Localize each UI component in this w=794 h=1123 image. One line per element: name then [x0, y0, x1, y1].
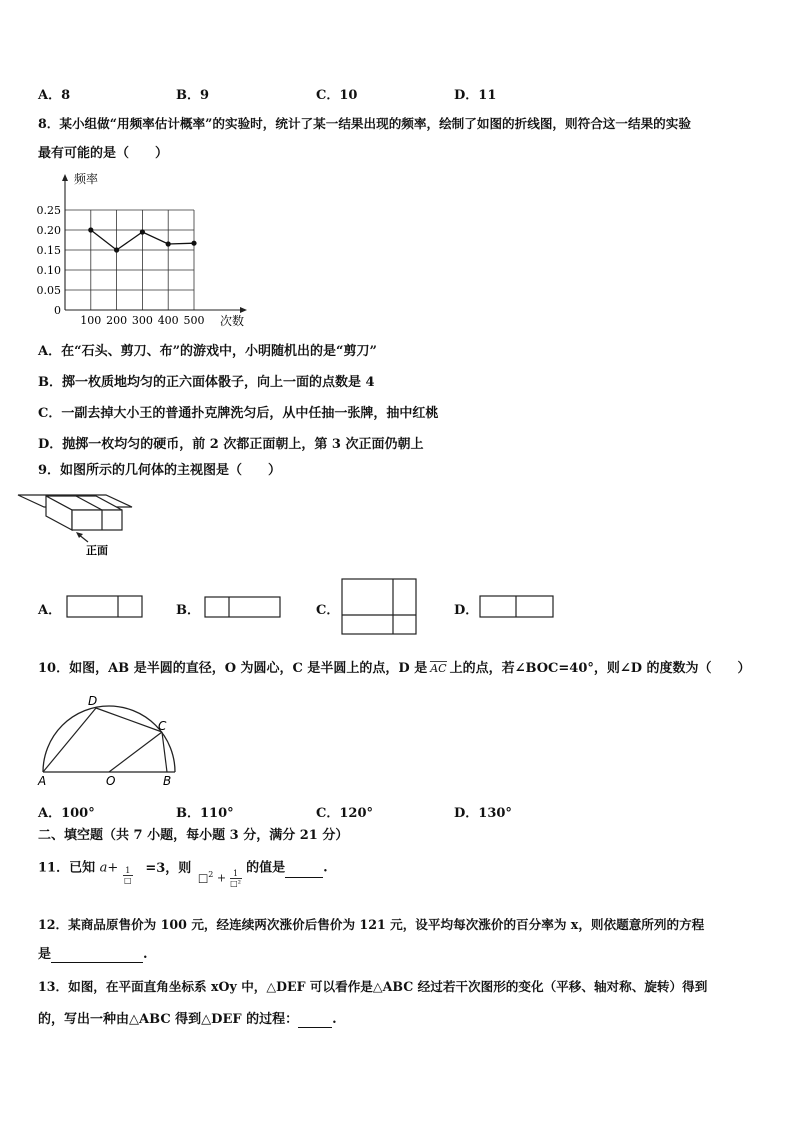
q9-stem: 9．如图所示的几何体的主视图是（ ）: [38, 463, 282, 478]
q10-option-a: A．100°: [38, 806, 95, 821]
chart-point: [166, 241, 171, 246]
q13-line2-end: .: [332, 1012, 337, 1027]
q9-option-d-figure: [479, 595, 559, 619]
q10-option-b: B．110°: [176, 806, 234, 821]
chart-point: [191, 241, 196, 246]
q9-option-c: C．: [316, 603, 340, 618]
q11-frac-den: □: [124, 875, 132, 885]
q7-option-d: D．11: [454, 88, 497, 103]
q11-suffix: 的值是: [246, 860, 286, 876]
chart-x-tick-label: 400: [157, 314, 179, 327]
chart-y-tick-label: 0: [54, 304, 61, 317]
chart-x-tick-label: 100: [80, 314, 102, 327]
q11-sup2: 2: [208, 870, 214, 879]
section2-title: 二、填空题（共 7 小题，每小题 3 分，满分 21 分）: [38, 828, 349, 843]
chart-x-axis-arrow: [240, 307, 247, 313]
q11-frac2: [230, 869, 242, 888]
q9-option-a: A．: [38, 603, 62, 618]
chart-y-tick-label: 0.10: [36, 264, 61, 277]
q10-stem-part-a: 10．如图，AB 是半圆的直径，O 为圆心，C 是半圆上的点，D 是: [38, 661, 428, 676]
q8-option-a: A．在“石头、剪刀、布”的游戏中，小明随机出的是“剪刀”: [38, 344, 377, 359]
q10-arc-label: AC: [430, 662, 447, 675]
q8-option-b: B．掷一枚质地均匀的正六面体骰子，向上一面的点数是 4: [38, 375, 375, 390]
q12-line2-prefix: 是: [38, 947, 52, 962]
chart-y-axis-arrow: [62, 174, 68, 181]
chart-ylabel: 频率: [74, 172, 99, 186]
chart-y-tick-label: 0.05: [36, 284, 61, 297]
q11-expr-a: □: [197, 871, 209, 885]
q8-stem-line2: 最有可能的是（ ）: [38, 146, 169, 161]
q8-option-c: C．一副去掉大小王的普通扑克牌洗匀后，从中任抽一张牌，抽中红桃: [38, 406, 439, 421]
q11-plus: +: [216, 871, 227, 885]
q11-a: a+: [99, 860, 119, 876]
q10-label-o: O: [106, 774, 116, 788]
q13-answer-blank[interactable]: [298, 1014, 332, 1028]
q12-line1: 12．某商品原售价为 100 元，经连续两次涨价后售价为 121 元，设平均每次涨价的百分率为 x，则依题意所列的方程: [38, 917, 705, 932]
q11-frac2-den: □²: [230, 879, 241, 889]
q7-option-b: B．9: [176, 88, 210, 103]
chart-y-tick-label: 0.25: [36, 204, 61, 217]
q10-option-c: C．120°: [316, 806, 373, 821]
q10-stem: [38, 661, 751, 677]
q9-option-b: B．: [176, 603, 200, 618]
q12-line2: [38, 947, 148, 963]
q11-stem: [38, 857, 328, 889]
q10-label-a: A: [38, 774, 47, 788]
q11-frac: [123, 866, 133, 885]
q11-frac-num: 1: [123, 866, 133, 876]
q10-label-b: B: [163, 774, 172, 788]
q12-answer-blank[interactable]: [51, 949, 143, 963]
chart-x-tick-label: 500: [183, 314, 205, 327]
q10-stem-part-b: 上的点，若∠BOC=40°，则∠D 的度数为（ ）: [449, 661, 751, 676]
chart-y-tick-label: 0.20: [36, 224, 61, 237]
q8-option-d: D．抛掷一枚均匀的硬币，前 2 次都正面朝上，第 3 次正面仍朝上: [38, 437, 424, 452]
q9-option-c-figure: [341, 578, 421, 638]
chart-y-tick-label: 0.15: [36, 244, 61, 257]
q8-stem-line1: 8．某小组做“用频率估计概率”的实验时，统计了某一结果出现的频率，绘制了如图的折线图，则符合这一结果的实验: [38, 116, 691, 131]
q10-label-d: D: [88, 694, 98, 708]
chart-point: [88, 227, 93, 232]
q9-option-d: D．: [454, 603, 479, 618]
chart-point: [140, 229, 145, 234]
q11-eq: =3，则: [145, 860, 192, 876]
q11-frac2-num: 1: [230, 869, 242, 879]
chart-x-tick-label: 200: [106, 314, 128, 327]
q9-option-a-figure: [66, 595, 146, 619]
q9-front-label: 正面: [86, 544, 108, 557]
q13-line2-prefix: 的，写出一种由△ABC 得到△DEF 的过程：: [38, 1012, 299, 1027]
chart-x-tick-label: 300: [131, 314, 153, 327]
q11-end: .: [323, 860, 328, 876]
q10-label-c: C: [158, 719, 167, 733]
chart-xlabel: 次数: [220, 314, 245, 328]
q8-frequency-chart: [30, 172, 260, 332]
q7-option-c: C．10: [316, 88, 358, 103]
q13-line1: 13．如图，在平面直角坐标系 xOy 中，△DEF 可以看作是△ABC 经过若干次图形的变化（平移、轴对称、旋转）得到: [38, 979, 708, 994]
q10-option-d: D．130°: [454, 806, 512, 821]
q11-expr: [198, 867, 242, 888]
q9-solid-figure: [40, 490, 140, 560]
q10-semicircle-figure: [36, 694, 186, 789]
q7-option-a: A．8: [38, 88, 71, 103]
q13-line2: [38, 1012, 337, 1028]
chart-point: [114, 247, 119, 252]
q11-answer-blank[interactable]: [285, 864, 323, 878]
q11-prefix: 11．已知: [38, 860, 96, 876]
q9-option-b-figure: [204, 596, 284, 620]
q12-line2-end: .: [143, 947, 148, 962]
